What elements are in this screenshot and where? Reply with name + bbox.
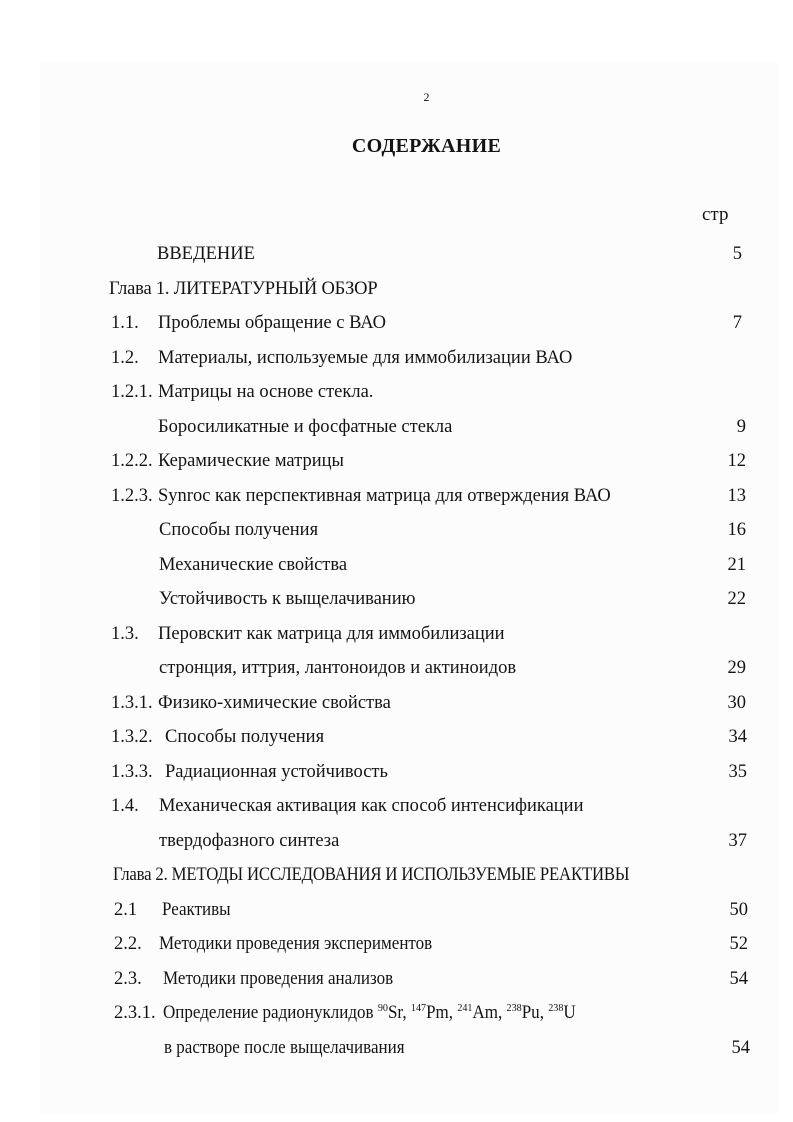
toc-entry-label: Керамические матрицы bbox=[158, 451, 344, 471]
toc-entry-1-3-1[interactable] bbox=[0, 686, 793, 720]
isotope-mass: 90 bbox=[377, 1002, 388, 1014]
toc-entry-number: 1.2.3. bbox=[111, 485, 153, 506]
toc-entry-page: 35 bbox=[728, 761, 747, 782]
toc-entry-synroc-mechanical[interactable] bbox=[0, 548, 793, 582]
toc-entry-number: 1.1. bbox=[111, 313, 139, 333]
toc-entry-number: 2.2. bbox=[114, 934, 142, 954]
toc-entry-label: Способы получения bbox=[165, 727, 325, 747]
toc-entry-1-3-3[interactable] bbox=[0, 755, 793, 789]
toc-entry-number: 1.2.2. bbox=[111, 451, 153, 471]
toc-entry-label: в растворе после выщелачивания bbox=[164, 1037, 405, 1058]
isotope-pm147 bbox=[411, 1003, 457, 1023]
toc-entry-label: Перовскит как матрица для иммобилизации bbox=[158, 623, 505, 644]
toc-entry-number: 1.3.2. bbox=[111, 727, 153, 747]
isotope-mass: 238 bbox=[506, 1002, 522, 1014]
toc-entry-label: Методики проведения экспериментов bbox=[159, 934, 433, 954]
toc-entry-1-3-2[interactable] bbox=[0, 720, 793, 754]
toc-entry-label: Методики проведения анализов bbox=[163, 968, 394, 989]
toc-entry-page: 50 bbox=[729, 899, 748, 920]
toc-entry-1-2-2[interactable] bbox=[0, 444, 793, 478]
toc-chapter-1[interactable] bbox=[0, 272, 793, 306]
toc-entry-label: Радиационная устойчивость bbox=[165, 761, 388, 782]
toc-entry-1-4-continued[interactable] bbox=[0, 824, 793, 858]
toc-entry-label: Механическая активация как способ интенсификации bbox=[159, 796, 584, 816]
toc-entry-page: 30 bbox=[727, 692, 746, 713]
toc-entry-number: 1.3. bbox=[111, 623, 139, 644]
toc-entry-synroc-leaching[interactable] bbox=[0, 582, 793, 616]
isotope-am241 bbox=[457, 1003, 506, 1023]
toc-entry-1-3[interactable] bbox=[0, 617, 793, 651]
toc-entry-1-2-1[interactable] bbox=[0, 375, 793, 409]
isotope-symbol: Am bbox=[472, 1003, 499, 1023]
toc-entry-label: Глава 1. ЛИТЕРАТУРНЫЙ ОБЗОР bbox=[109, 278, 378, 299]
isotope-symbol: U bbox=[563, 1003, 576, 1023]
separator: , bbox=[539, 1003, 549, 1023]
toc-entry-number: 2.1 bbox=[114, 899, 138, 920]
toc-entry-label: Synroc как перспективная матрица для отверждения ВАО bbox=[158, 485, 611, 506]
toc-entry-label: стронция, иттрия, лантоноидов и актиноидов bbox=[159, 658, 517, 678]
separator: , bbox=[448, 1003, 458, 1023]
isotope-mass: 238 bbox=[548, 1002, 564, 1014]
toc-entry-1-2-3[interactable] bbox=[0, 479, 793, 513]
toc-entry-label: ВВЕДЕНИЕ bbox=[157, 244, 255, 264]
toc-entry-number: 1.2.1. bbox=[111, 382, 153, 402]
toc-entry-label: Проблемы обращение с ВАО bbox=[158, 313, 387, 333]
isotope-symbol: Pu bbox=[521, 1003, 540, 1023]
toc-entry-page: 13 bbox=[727, 485, 746, 506]
isotope-pu238 bbox=[507, 1003, 549, 1023]
toc-entry-number: 1.3.1. bbox=[111, 692, 153, 713]
toc-entry-2-1[interactable] bbox=[0, 893, 793, 927]
isotope-mass: 147 bbox=[410, 1002, 427, 1014]
toc-entry-1-4[interactable] bbox=[0, 789, 793, 823]
toc-entry-label: Матрицы на основе стекла. bbox=[158, 382, 374, 402]
toc-entry-label: Материалы, используемые для иммобилизации ВАО bbox=[158, 347, 573, 368]
toc-entry-label: Способы получения bbox=[159, 520, 319, 540]
toc-entry-label: Боросиликатные и фосфатные стекла bbox=[158, 416, 453, 437]
toc-entry-page: 9 bbox=[736, 416, 746, 437]
toc-entry-page: 21 bbox=[727, 554, 746, 575]
toc-entry-label-prefix: Определение радионуклидов bbox=[163, 1003, 374, 1023]
page-number: 2 bbox=[423, 90, 430, 104]
toc-entry-page: 7 bbox=[732, 313, 742, 333]
toc-entry-page: 29 bbox=[727, 658, 746, 678]
toc-entry-page: 34 bbox=[728, 727, 747, 747]
toc-entry-1-2[interactable] bbox=[0, 341, 793, 375]
toc-entry-borosilicate[interactable] bbox=[0, 410, 793, 444]
isotope-symbol: Pm bbox=[426, 1003, 449, 1023]
isotope-u238 bbox=[548, 1003, 575, 1023]
toc-entry-page: 37 bbox=[728, 830, 747, 851]
toc-entry-introduction[interactable] bbox=[0, 237, 793, 271]
toc-entry-label: Устойчивость к выщелачиванию bbox=[159, 589, 416, 609]
page-title: СОДЕРЖАНИЕ bbox=[351, 135, 502, 157]
page-column-header: стр bbox=[702, 204, 729, 225]
toc-entry-number: 1.3.3. bbox=[111, 761, 153, 782]
toc-entry-number: 1.4. bbox=[111, 796, 139, 816]
toc-entry-2-2[interactable] bbox=[0, 927, 793, 961]
toc-entry-page: 12 bbox=[727, 451, 746, 471]
toc-entry-1-1[interactable] bbox=[0, 306, 793, 340]
isotope-symbol: Sr bbox=[387, 1003, 403, 1023]
separator: , bbox=[498, 1003, 507, 1023]
toc-entry-page: 54 bbox=[731, 1037, 750, 1058]
toc-entry-2-3-1-continued[interactable] bbox=[0, 1031, 793, 1065]
toc-entry-page: 16 bbox=[727, 520, 746, 540]
isotope-sr90 bbox=[378, 1003, 411, 1023]
toc-entry-page: 52 bbox=[729, 934, 748, 954]
toc-entry-2-3[interactable] bbox=[0, 962, 793, 996]
toc-entry-page: 54 bbox=[729, 968, 748, 989]
toc-entry-page: 22 bbox=[727, 589, 746, 609]
toc-entry-label: Механические свойства bbox=[159, 554, 348, 575]
toc-entry-label: Глава 2. МЕТОДЫ ИССЛЕДОВАНИЯ И ИСПОЛЬЗУЕМЫЕ РЕАКТИВЫ bbox=[113, 865, 630, 885]
toc-entry-label bbox=[163, 996, 576, 1030]
toc-entry-page: 5 bbox=[732, 244, 742, 264]
toc-entry-number: 2.3. bbox=[114, 968, 142, 989]
toc-entry-label: Физико-химические свойства bbox=[158, 692, 391, 713]
toc-entry-1-3-continued[interactable] bbox=[0, 651, 793, 685]
isotope-mass: 241 bbox=[457, 1002, 473, 1014]
toc-entry-label: Реактивы bbox=[162, 899, 231, 920]
toc-entry-number: 1.2. bbox=[111, 347, 139, 368]
toc-entry-label: твердофазного синтеза bbox=[159, 830, 340, 851]
toc-chapter-2[interactable] bbox=[0, 858, 793, 892]
toc-entry-number: 2.3.1. bbox=[114, 1003, 156, 1023]
toc-entry-2-3-1[interactable] bbox=[0, 996, 793, 1030]
separator: , bbox=[402, 1003, 411, 1023]
toc-entry-synroc-methods[interactable] bbox=[0, 513, 793, 547]
